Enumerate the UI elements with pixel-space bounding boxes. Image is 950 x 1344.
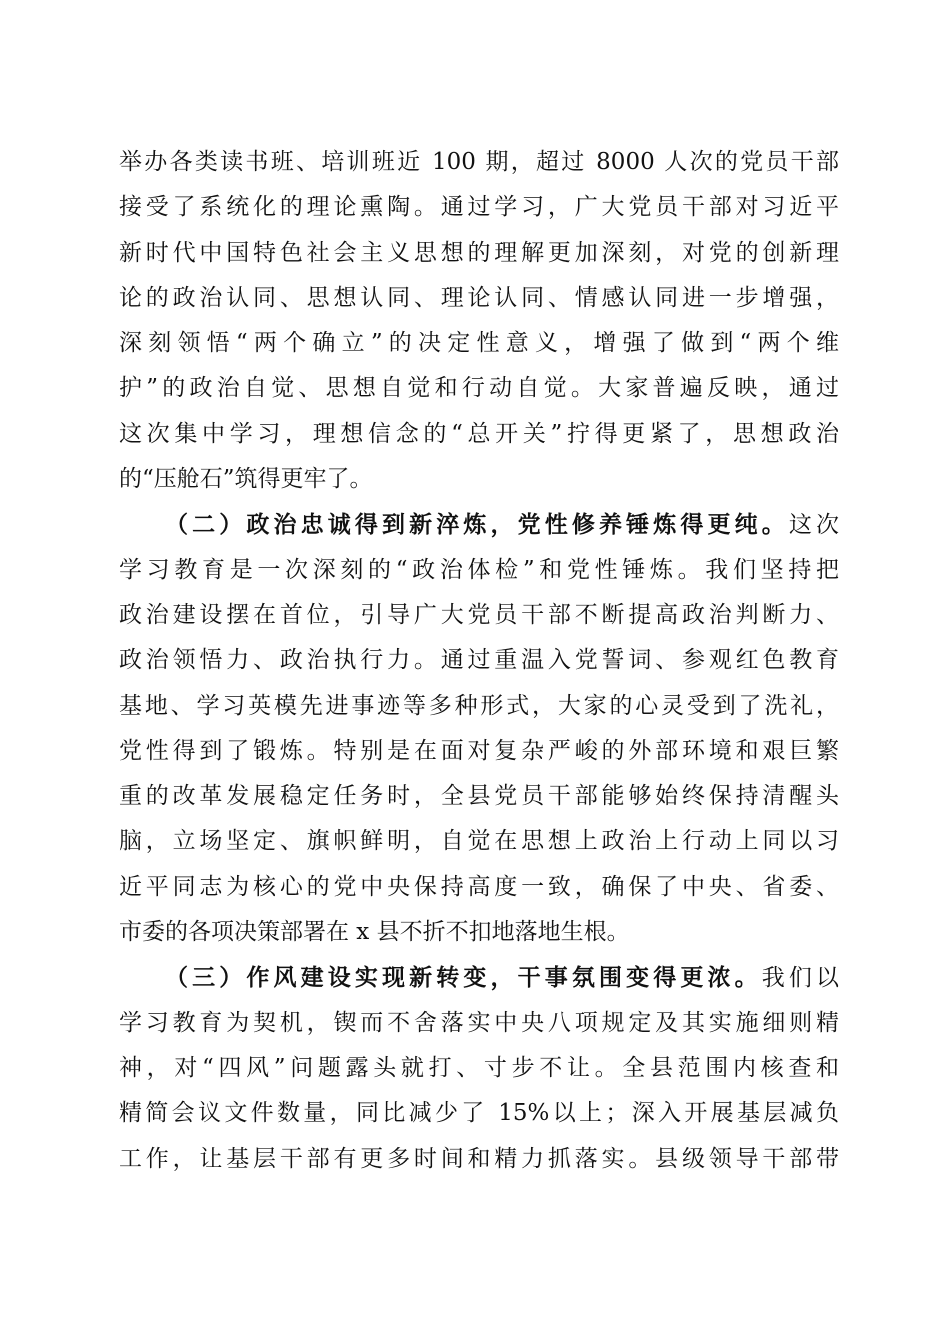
text-line: 政治建设摆在首位，引导广大党员干部不断提高政治判断力、 — [119, 601, 839, 628]
paragraph — [119, 502, 839, 955]
text-line: 新时代中国特色社会主义思想的理解更加深刻，对党的创新理 — [119, 239, 839, 266]
text-line: 近平同志为核心的党中央保持高度一致，确保了中央、省委、 — [119, 873, 839, 900]
text-run: 我们以 — [761, 965, 839, 992]
text-line: 重的改革发展稳定任务时，全县党员干部能够始终保持清醒头 — [119, 783, 839, 810]
text-line: 神，对“四风”问题露头就打、寸步不让。全县范围内核查和 — [119, 1054, 839, 1081]
text-line: 的“压舱石”筑得更牢了。 — [119, 466, 373, 493]
text-line: 工作，让基层干部有更多时间和精力抓落实。县级领导干部带 — [119, 1145, 839, 1172]
body-text — [119, 140, 839, 1182]
text-line: 党性得到了锻炼。特别是在面对复杂严峻的外部环境和艰巨繁 — [119, 737, 839, 764]
text-line: 深刻领悟“两个确立”的决定性意义，增强了做到“两个维 — [119, 330, 839, 357]
text-line: 举办各类读书班、培训班近 100 期，超过 8000 人次的党员干部 — [119, 149, 839, 175]
text-line: 精简会议文件数量，同比减少了 15%以上；深入开展基层减负 — [119, 1100, 839, 1127]
text-line: 脑，立场坚定、旗帜鲜明，自觉在思想上政治上行动上同以习 — [119, 828, 839, 855]
text-line: 接受了系统化的理论熏陶。通过学习，广大党员干部对习近平 — [119, 194, 839, 221]
text-line: 论的政治认同、思想认同、理论认同、情感认同进一步增强， — [119, 284, 839, 311]
text-run: 这次 — [788, 512, 839, 539]
paragraph — [119, 955, 839, 1181]
text-line — [119, 955, 839, 1000]
text-line: 学习教育为契机，锲而不舍落实中央八项规定及其实施细则精 — [119, 1009, 839, 1036]
text-line — [119, 502, 839, 547]
text-line: 基地、学习英模先进事迹等多种形式，大家的心灵受到了洗礼， — [119, 692, 839, 719]
text-line: 这次集中学习，理想信念的“总开关”拧得更紧了，思想政治 — [119, 420, 839, 447]
section-heading: （二）政治忠诚得到新淬炼，党性修养锤炼得更纯。 — [165, 511, 789, 539]
text-line: 学习教育是一次深刻的“政治体检”和党性锤炼。我们坚持把 — [119, 556, 839, 583]
text-line: 政治领悟力、政治执行力。通过重温入党誓词、参观红色教育 — [119, 647, 839, 674]
paragraph — [119, 140, 839, 502]
section-heading: （三）作风建设实现新转变，干事氛围变得更浓。 — [165, 964, 762, 992]
text-line: 市委的各项决策部署在 x 县不折不扣地落地生根。 — [119, 919, 630, 946]
text-line: 护”的政治自觉、思想自觉和行动自觉。大家普遍反映，通过 — [119, 375, 839, 402]
